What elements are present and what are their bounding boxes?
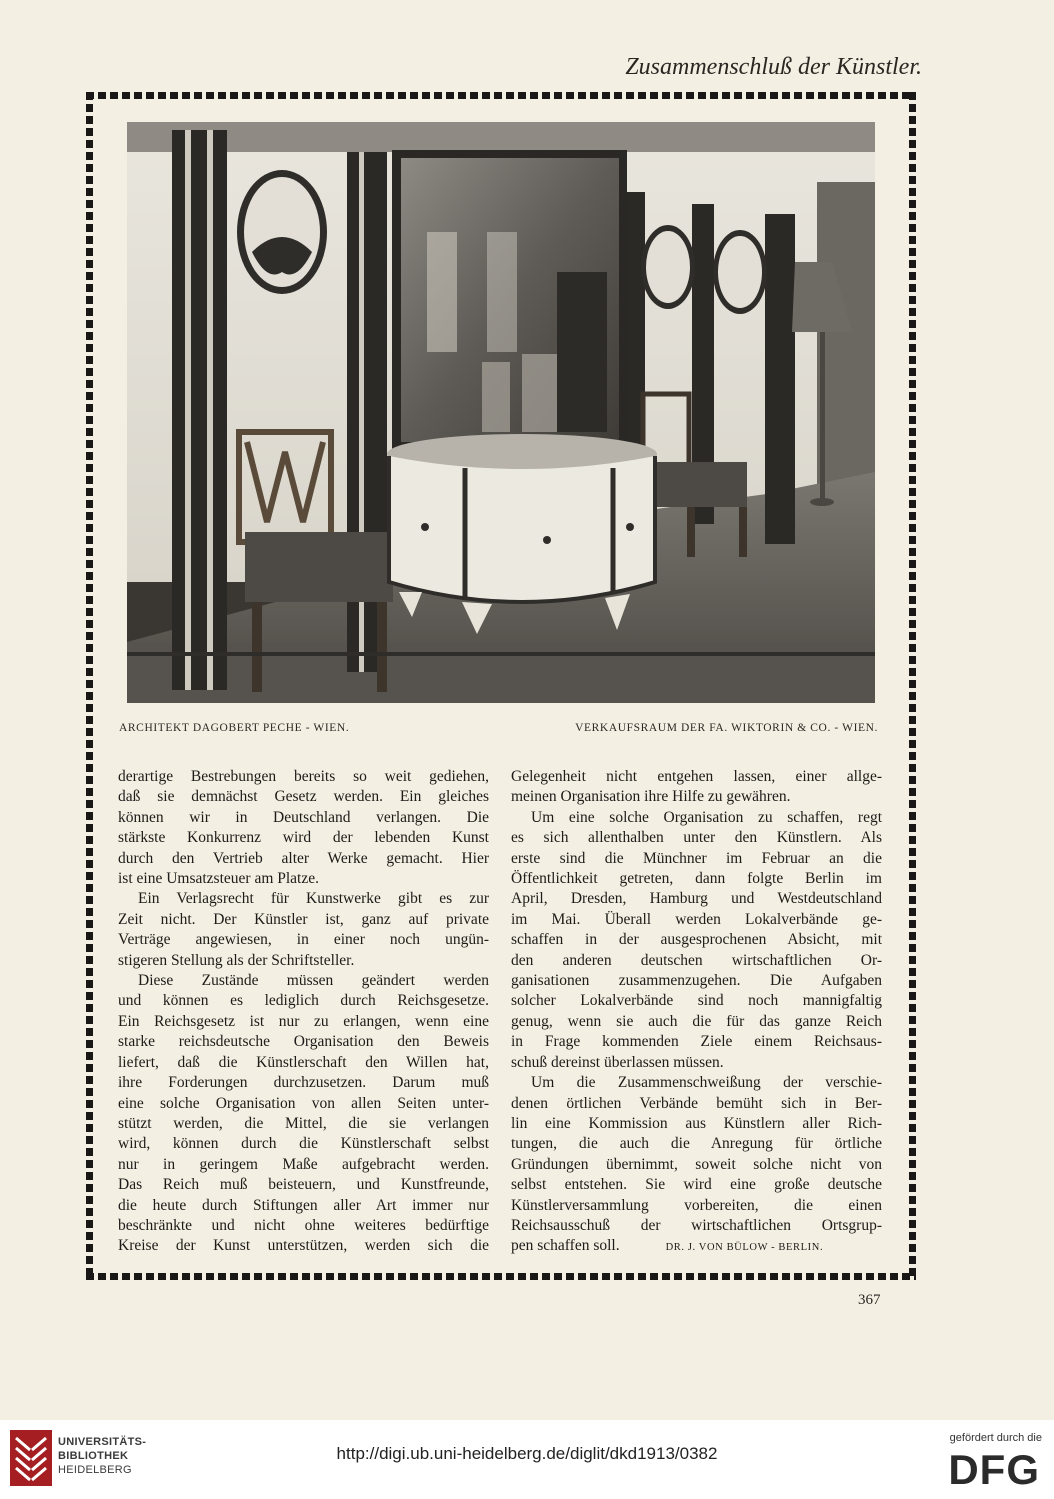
text-line: Ein Verlagsrecht für Kunstwerke gibt es zur (138, 890, 489, 908)
text-line: beschränkte und nicht ohne weiteres bedürftige (118, 1216, 489, 1234)
text-line: derartige Bestrebungen bereits so weit gediehen, (118, 768, 489, 785)
text-line: Gründungen übernimmt, soweit solche nicht von (511, 1155, 882, 1173)
library-line-3: HEIDELBERG (58, 1464, 132, 1476)
dfg-logo[interactable]: DFG (948, 1446, 1040, 1493)
library-line-2: BIBLIOTHEK (58, 1450, 129, 1462)
author-signature: DR. J. VON BÜLOW - BERLIN. (665, 1242, 824, 1254)
text-line: ihre Forderungen durchzusetzen. Darum muß (118, 1074, 489, 1092)
text-column-right (511, 767, 882, 1259)
funded-by-label: gefördert durch die (949, 1432, 1042, 1444)
running-head: Zusammenschluß der Künstler. (625, 54, 922, 80)
interior-photograph (127, 122, 875, 703)
text-line: lin eine Kommission aus Künstlern aller Rich- (511, 1114, 882, 1132)
library-line-1: UNIVERSITÄTS- (58, 1436, 147, 1448)
text-line: Um die Zusammenschweißung der verschie- (531, 1074, 882, 1092)
text-line: genug, wenn sie auch die für das ganze Reich (511, 1012, 882, 1030)
text-line: erste sind die Münchner im Februar an die (511, 849, 882, 867)
caption-architect: ARCHITEKT DAGOBERT PECHE - WIEN. (119, 722, 350, 734)
text-line: Ein Reichsgesetz ist nur zu erlangen, wenn eine (118, 1012, 489, 1030)
source-url-link[interactable]: http://digi.ub.uni-heidelberg.de/diglit/dkd1913/0382 (336, 1444, 718, 1463)
text-line: stigeren Stellung als der Schriftsteller. (118, 951, 355, 969)
text-line: Verträge angewiesen, in einer noch ungün- (118, 931, 489, 949)
text-line: in Frage kommenden Ziele einem Reichsaus- (511, 1033, 882, 1051)
text-line: Öffentlichkeit getreten, dann folgte Berlin im (511, 870, 882, 888)
photo-illustration (127, 122, 875, 703)
text-line: den anderen deutschen wirtschaftlichen Or- (511, 951, 882, 969)
text-line: können wir in Deutschland verlangen. Die (118, 808, 489, 826)
text-line: schaffen in der ausgesprochenen Absicht, mit (511, 931, 882, 949)
border-right (909, 92, 916, 1280)
text-line: und können es lediglich durch Reichsgesetze. (118, 992, 489, 1010)
text-line: ganisationen zusammenzugehen. Die Aufgaben (511, 972, 882, 990)
text-line: im Mai. Überall werden Lokalverbände ge- (511, 910, 882, 928)
text-line: selbst entstehen. Sie wird eine große deutsche (511, 1176, 882, 1194)
caption-room: VERKAUFSRAUM DER FA. WIKTORIN & CO. - WIEN. (575, 722, 878, 734)
text-line: Um eine solche Organisation zu schaffen, regt (531, 808, 882, 826)
text-line: tungen, die auch die Anregung für örtliche (511, 1135, 882, 1153)
text-line: durch den Vertrieb alter Werke gemacht. Hier (118, 849, 489, 867)
text-column-left (118, 767, 489, 1257)
text-line: stärkste Konkurrenz wird der lebenden Kunst (118, 829, 489, 847)
text-line-end: pen schaffen soll. (511, 1237, 620, 1255)
text-line: Reichsausschuß der wirtschaftlichen Ortsgrup- (511, 1216, 882, 1234)
border-top (86, 92, 916, 99)
text-line: schuß dereinst überlassen müssen. (511, 1053, 724, 1071)
text-line: denen örtlichen Verbände bemüht sich in Ber- (511, 1094, 882, 1112)
text-line: solcher Lokalverbände sind noch mannigfaltig (511, 992, 882, 1010)
digitization-footer (0, 1420, 1054, 1499)
text-line: nur in geringem Maße aufgebracht werden. (118, 1155, 489, 1173)
text-line: starke reichsdeutsche Organisation den Beweis (118, 1033, 489, 1051)
text-line: Künstlerversammlung vorbereiten, die einen (511, 1196, 882, 1214)
text-line: liefert, daß die Künstlerschaft den Willen hat, (118, 1053, 489, 1071)
text-line: Zeit nicht. Der Künstler ist, ganz auf private (118, 910, 489, 928)
text-line: ist eine Umsatzsteuer am Platze. (118, 870, 320, 888)
text-line: April, Dresden, Hamburg und Westdeutschland (511, 890, 882, 908)
text-line: Gelegenheit nicht entgehen lassen, einer allge- (511, 768, 882, 785)
text-line-with-signature (511, 1236, 882, 1258)
text-line: wird, können durch die Künstlerschaft selbst (118, 1135, 489, 1153)
text-line: daß sie demnächst Gesetz werden. Ein gleiches (118, 788, 489, 806)
text-line: stützt werden, die Mittel, die sie verlangen (118, 1114, 489, 1132)
text-line: Kreise der Kunst unterstützen, werden sich die (118, 1237, 489, 1255)
border-left (86, 92, 93, 1280)
page-number: 367 (858, 1292, 881, 1308)
text-line: meinen Organisation ihre Hilfe zu gewähren. (511, 788, 791, 806)
text-line: es sich allenthalben unter den Künstlern. Als (511, 829, 882, 847)
text-line: Diese Zustände müssen geändert werden (138, 972, 489, 990)
border-bottom (86, 1273, 916, 1280)
text-line: Das Reich muß beisteuern, und Kunstfreunde, (118, 1176, 489, 1194)
text-line: die heute durch Stiftungen aller Art immer nur (118, 1196, 489, 1214)
text-line: eine solche Organisation von allen Seiten unter- (118, 1094, 489, 1112)
